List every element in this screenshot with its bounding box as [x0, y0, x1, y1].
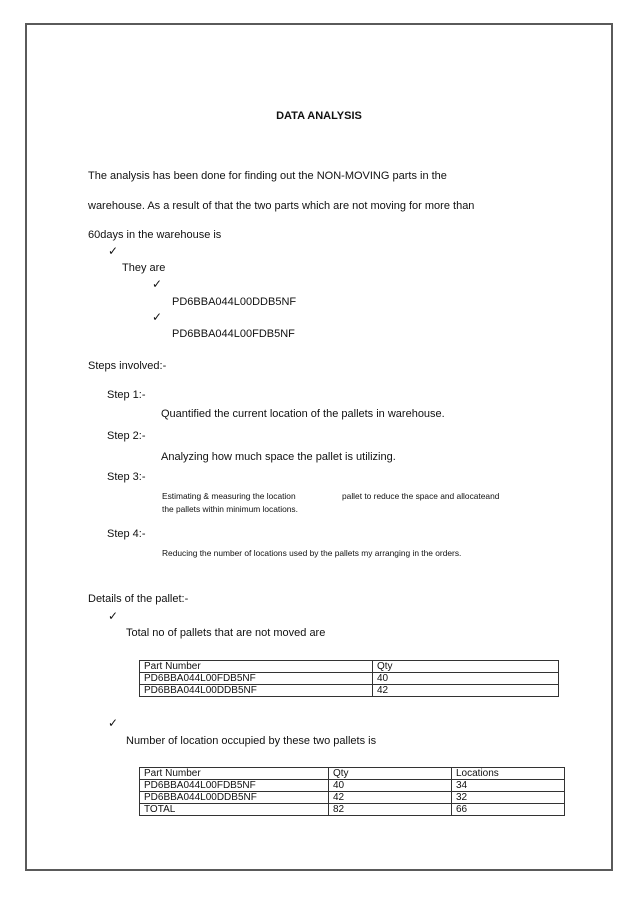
step-4-label: Step 4:- — [107, 528, 146, 540]
table-cell: PD6BBA044L00FDB5NF — [140, 673, 373, 685]
detail-1-text: Total no of pallets that are not moved are — [126, 627, 326, 639]
table-row — [140, 673, 559, 685]
table-cell: 40 — [329, 780, 452, 792]
table-cell: 40 — [373, 673, 559, 685]
step-4-text: Reducing the number of locations used by the pallets my arranging in the orders. — [162, 548, 462, 558]
document-title: DATA ANALYSIS — [276, 110, 362, 122]
details-heading: Details of the pallet:- — [88, 593, 189, 605]
table-cell: 66 — [452, 804, 565, 816]
table-row — [140, 685, 559, 697]
table-cell: 32 — [452, 792, 565, 804]
pallet-qty-table — [139, 660, 559, 697]
checkmark-icon: ✓ — [108, 716, 119, 730]
table-cell: TOTAL — [140, 804, 329, 816]
intro-line-3: 60days in the warehouse is — [88, 229, 222, 241]
intro-line-1: The analysis has been done for finding out the NON-MOVING parts in the — [88, 170, 447, 182]
table-header-row — [140, 768, 565, 780]
table-header-cell: Part Number — [140, 768, 329, 780]
detail-2-text: Number of location occupied by these two pallets is — [126, 735, 377, 747]
table-header-cell: Qty — [373, 661, 559, 673]
table-cell: 34 — [452, 780, 565, 792]
step-2-text: Analyzing how much space the pallet is utilizing. — [161, 451, 396, 463]
steps-heading: Steps involved:- — [88, 360, 167, 372]
step-3-text-b: pallet to reduce the space and allocateand — [342, 491, 500, 501]
table-cell: 42 — [329, 792, 452, 804]
step-3-label: Step 3:- — [107, 471, 146, 483]
they-are-label: They are — [122, 262, 166, 274]
checkmark-icon: ✓ — [152, 310, 163, 324]
table-cell: PD6BBA044L00DDB5NF — [140, 792, 329, 804]
table-cell: PD6BBA044L00FDB5NF — [140, 780, 329, 792]
checkmark-icon: ✓ — [152, 277, 163, 291]
checkmark-icon: ✓ — [108, 244, 119, 258]
step-1-label: Step 1:- — [107, 389, 146, 401]
table-header-row — [140, 661, 559, 673]
intro-line-2: warehouse. As a result of that the two parts which are not moving for more than — [88, 200, 475, 212]
table-header-cell: Part Number — [140, 661, 373, 673]
table-row — [140, 780, 565, 792]
table-cell: 42 — [373, 685, 559, 697]
step-3-text-c: the pallets within minimum locations. — [162, 504, 298, 514]
table-row — [140, 792, 565, 804]
step-1-text: Quantified the current location of the pallets in warehouse. — [161, 408, 445, 420]
part-item: PD6BBA044L00FDB5NF — [172, 328, 295, 340]
checkmark-icon: ✓ — [108, 609, 119, 623]
part-item: PD6BBA044L00DDB5NF — [172, 296, 297, 308]
step-2-label: Step 2:- — [107, 430, 146, 442]
table-header-cell: Qty — [329, 768, 452, 780]
step-3-text-a: Estimating & measuring the location — [162, 491, 296, 501]
table-row — [140, 804, 565, 816]
table-header-cell: Locations — [452, 768, 565, 780]
table-cell: 82 — [329, 804, 452, 816]
table-cell: PD6BBA044L00DDB5NF — [140, 685, 373, 697]
pallet-location-table — [139, 767, 565, 816]
